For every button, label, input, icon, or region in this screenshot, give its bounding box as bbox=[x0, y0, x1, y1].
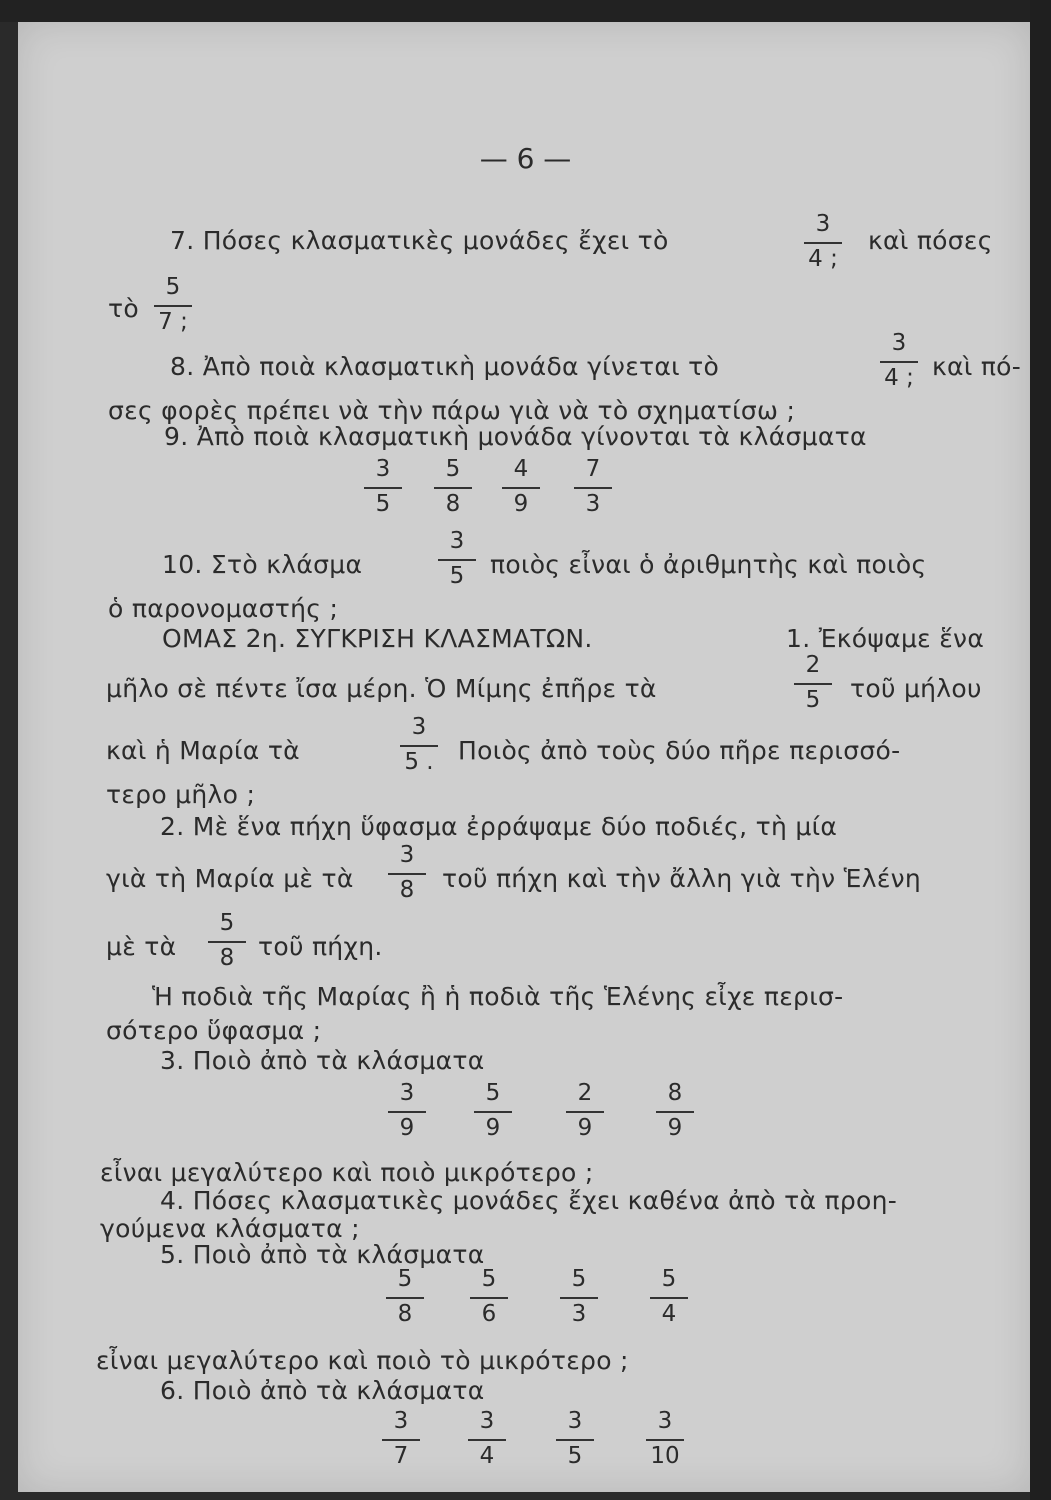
scan-border-right bbox=[1030, 0, 1051, 1500]
p2-line2: γιὰ τὴ Μαρία μὲ τὰ bbox=[106, 864, 354, 893]
q10-line1: 10. Στὸ κλάσμα bbox=[162, 550, 363, 579]
fraction: 5 9 bbox=[470, 1082, 516, 1144]
q7-line1: 7. Πόσες κλασματικὲς μονάδες ἔχει τὸ bbox=[170, 226, 669, 255]
fraction: 5 6 bbox=[466, 1268, 512, 1330]
fraction: 3 4 ; bbox=[800, 213, 846, 275]
p1-line2: μῆλο σὲ πέντε ἴσα μέρη. Ὁ Μίμης ἐπῆρε τὰ bbox=[106, 674, 657, 703]
fraction: 5 8 bbox=[430, 458, 476, 520]
p5-line1: 5. Ποιὸ ἀπὸ τὰ κλάσματα bbox=[160, 1240, 485, 1269]
fraction: 3 10 bbox=[642, 1410, 688, 1472]
p1-line3-end: Ποιὸς ἀπὸ τοὺς δύο πῆρε περισσό- bbox=[458, 736, 901, 765]
fraction: 8 9 bbox=[652, 1082, 698, 1144]
fraction: 3 4 bbox=[464, 1410, 510, 1472]
fraction: 3 5 bbox=[360, 458, 406, 520]
fraction: 3 8 bbox=[384, 844, 430, 906]
fraction: 3 5 . bbox=[396, 716, 442, 778]
fraction: 5 8 bbox=[382, 1268, 428, 1330]
fraction: 5 3 bbox=[556, 1268, 602, 1330]
p2-line3-end: τοῦ πήχη. bbox=[258, 932, 383, 961]
fraction: 4 9 bbox=[498, 458, 544, 520]
page-number: — 6 — bbox=[479, 142, 572, 175]
fraction: 3 5 bbox=[434, 530, 480, 592]
p1-line2-end: τοῦ μήλου bbox=[850, 674, 982, 703]
q8-line2: σες φορὲς πρέπει νὰ τὴν πάρω γιὰ νὰ τὸ σχηματίσω ; bbox=[108, 396, 796, 425]
p3-line1: 3. Ποιὸ ἀπὸ τὰ κλάσματα bbox=[160, 1046, 485, 1075]
p1-line3: καὶ ἡ Μαρία τὰ bbox=[106, 736, 300, 765]
q7-line1-end: καὶ πόσες bbox=[868, 226, 993, 255]
fraction: 3 7 bbox=[378, 1410, 424, 1472]
p1-line4: τερο μῆλο ; bbox=[106, 780, 256, 809]
q7-line2: τὸ bbox=[108, 294, 139, 323]
scan-border-top bbox=[0, 0, 1051, 22]
fraction: 3 5 bbox=[552, 1410, 598, 1472]
fraction: 7 3 bbox=[570, 458, 616, 520]
p2-line3: μὲ τὰ bbox=[106, 932, 177, 961]
fraction: 3 9 bbox=[384, 1082, 430, 1144]
q8-line1: 8. Ἀπὸ ποιὰ κλασματικὴ μονάδα γίνεται τὸ bbox=[170, 352, 720, 381]
q10-line2: ὁ παρονομαστής ; bbox=[108, 594, 339, 623]
q10-line1-end: ποιὸς εἶναι ὁ ἀριθμητὴς καὶ ποιὸς bbox=[490, 550, 927, 579]
fraction: 5 7 ; bbox=[150, 276, 196, 338]
p1-line1-end: 1. Ἐκόψαμε ἕνα bbox=[786, 624, 985, 653]
fraction: 2 9 bbox=[562, 1082, 608, 1144]
p2-question-line1: Ἡ ποδιὰ τῆς Μαρίας ἢ ἡ ποδιὰ τῆς Ἑλένης εἶχε περισ- bbox=[152, 982, 844, 1011]
fraction: 5 4 bbox=[646, 1268, 692, 1330]
p4-line1: 4. Πόσες κλασματικὲς μονάδες ἔχει καθένα ἀπὸ τὰ προη- bbox=[160, 1186, 898, 1215]
section-heading: ΟΜΑΣ 2η. ΣΥΓΚΡΙΣΗ ΚΛΑΣΜΑΤΩΝ. bbox=[162, 624, 593, 653]
p6-line1: 6. Ποιὸ ἀπὸ τὰ κλάσματα bbox=[160, 1376, 485, 1405]
p3-line2: εἶναι μεγαλύτερο καὶ ποιὸ μικρότερο ; bbox=[100, 1158, 594, 1187]
p5-line2: εἶναι μεγαλύτερο καὶ ποιὸ τὸ μικρότερο ; bbox=[96, 1346, 629, 1375]
q9-line1: 9. Ἀπὸ ποιὰ κλασματικὴ μονάδα γίνονται τὰ κλάσματα bbox=[164, 422, 867, 451]
fraction: 3 4 ; bbox=[876, 332, 922, 394]
fraction: 5 8 bbox=[204, 912, 250, 974]
fraction: 2 5 bbox=[790, 654, 836, 716]
q8-line1-end: καὶ πό- bbox=[932, 352, 1022, 381]
p4-line2: γούμενα κλάσματα ; bbox=[100, 1214, 360, 1243]
p2-question-line2: σότερο ὕφασμα ; bbox=[106, 1016, 322, 1045]
p2-line1: 2. Μὲ ἕνα πήχη ὕφασμα ἐρράψαμε δύο ποδιές, τὴ μία bbox=[160, 812, 838, 841]
p2-line2-end: τοῦ πήχη καὶ τὴν ἄλλη γιὰ τὴν Ἑλένη bbox=[442, 864, 922, 893]
